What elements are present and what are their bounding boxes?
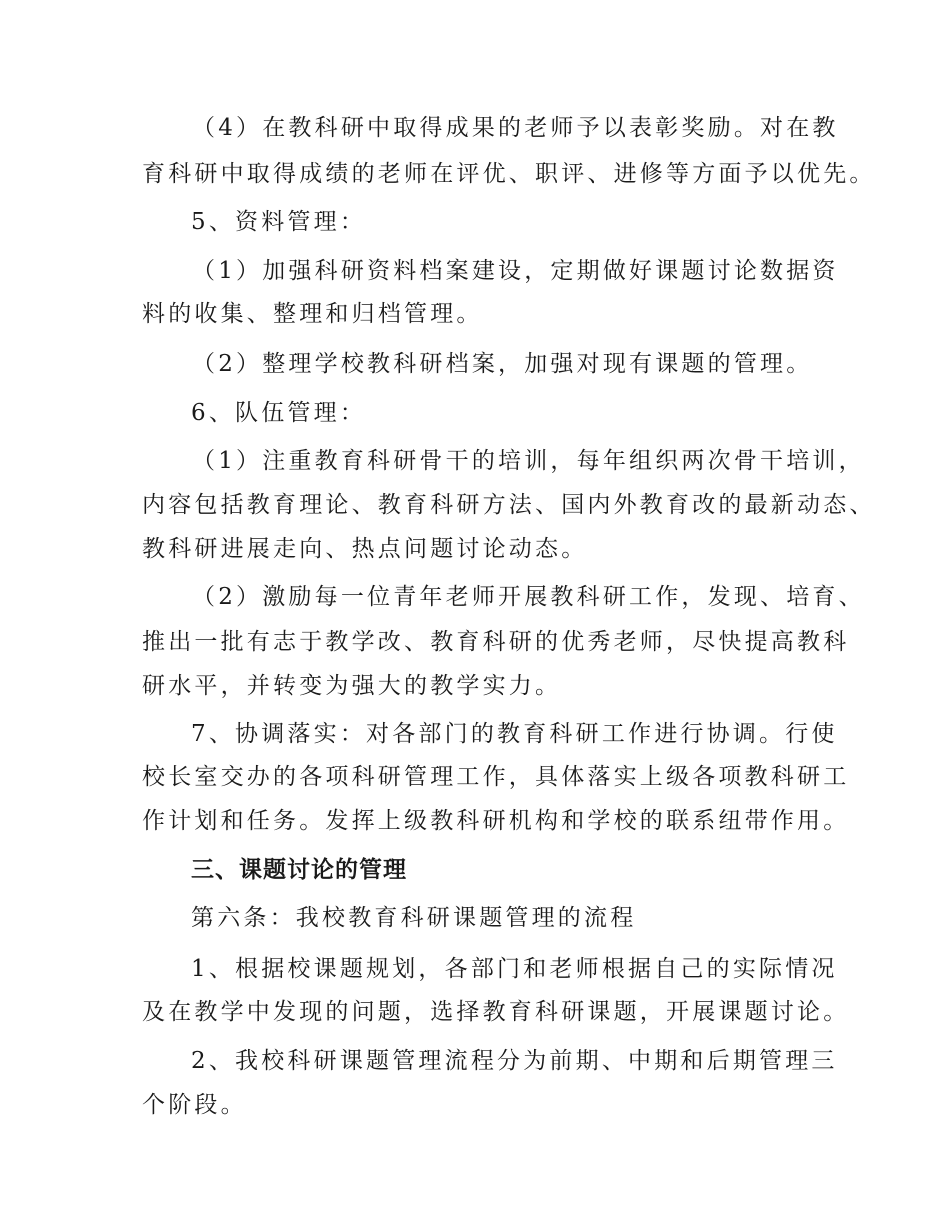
section-item-title: 6、队伍管理：: [191, 400, 367, 426]
paragraph-line: 2、我校科研课题管理流程分为前期、中期和后期管理三: [191, 1048, 838, 1074]
paragraph-line: 1、根据校课题规划，各部门和老师根据自己的实际情况: [191, 956, 838, 982]
paragraph-line: 研水平，并转变为强大的教学实力。: [142, 673, 562, 699]
paragraph-line: 内容包括教育理论、教育科研方法、国内外教育改的最新动态、: [142, 492, 876, 518]
paragraph-line: 育科研中取得成绩的老师在评优、职评、进修等方面予以优先。: [142, 161, 876, 187]
paragraph-line: （4）在教科研中取得成果的老师予以表彰奖励。对在教: [192, 115, 839, 141]
paragraph-line: （2）激励每一位青年老师开展教科研工作，发现、培育、: [192, 584, 865, 610]
paragraph-line: 个阶段。: [142, 1092, 247, 1118]
section-heading: 三、课题讨论的管理: [191, 857, 407, 883]
paragraph-line: （1）注重教育科研骨干的培训，每年组织两次骨干培训，: [192, 448, 865, 474]
paragraph-line: （2）整理学校教科研档案，加强对现有课题的管理。: [192, 351, 813, 377]
paragraph-line: 作计划和任务。发挥上级教科研机构和学校的联系纽带作用。: [142, 808, 850, 834]
paragraph-line: 推出一批有志于教学改、教育科研的优秀老师，尽快提高教科: [142, 629, 850, 655]
paragraph-line: 校长室交办的各项科研管理工作，具体落实上级各项教科研工: [142, 764, 850, 790]
paragraph-line: 及在教学中发现的问题，选择教育科研课题，开展课题讨论。: [142, 999, 850, 1025]
section-item-title: 5、资料管理：: [191, 209, 367, 235]
paragraph-line: 料的收集、整理和归档管理。: [142, 301, 483, 327]
paragraph-line: （1）加强科研资料档案建设，定期做好课题讨论数据资: [192, 258, 839, 284]
paragraph-line: 7、协调落实：对各部门的教育科研工作进行协调。行使: [191, 721, 838, 747]
article-title: 第六条：我校教育科研课题管理的流程: [191, 905, 637, 931]
paragraph-line: 教科研进展走向、热点问题讨论动态。: [142, 536, 588, 562]
